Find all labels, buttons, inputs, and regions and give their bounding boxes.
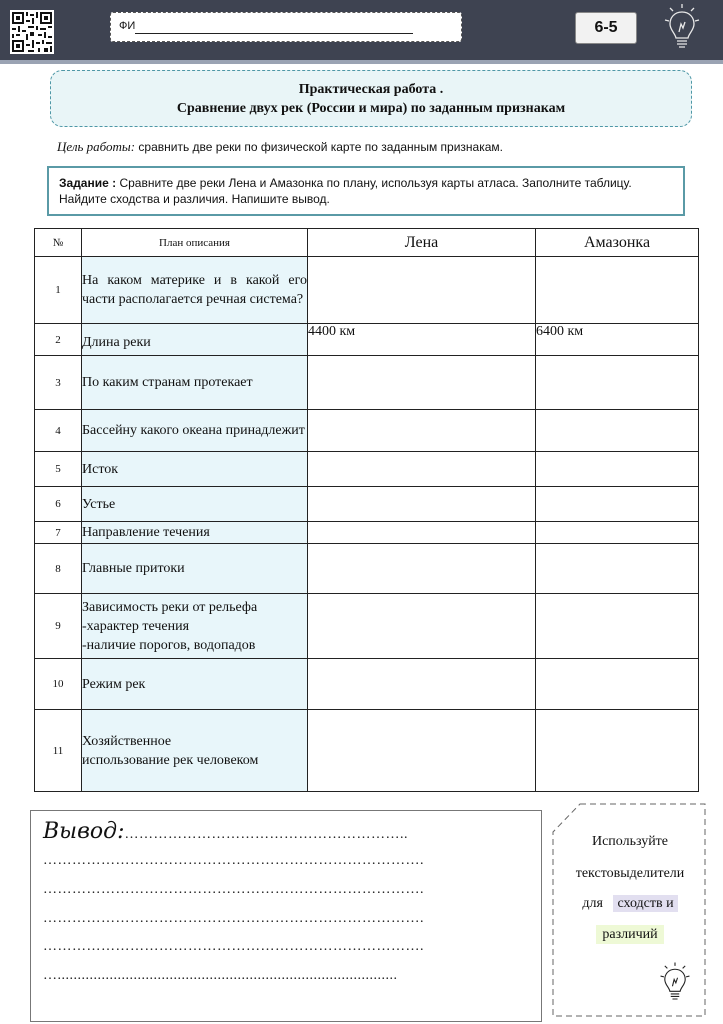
name-label: ФИ <box>119 20 136 32</box>
amazon-cell[interactable] <box>536 257 699 324</box>
table-row <box>35 356 699 410</box>
row-number: 11 <box>35 710 82 792</box>
title-box <box>50 70 692 127</box>
lena-cell[interactable] <box>308 710 536 792</box>
conclusion-label: Вывод: <box>43 819 125 844</box>
row-plan: Главные притоки <box>82 544 308 594</box>
conclusion-line: ……………………………………………………………………. <box>43 911 424 926</box>
row-number: 7 <box>35 522 82 544</box>
row-plan: По каким странам протекает <box>82 356 308 410</box>
amazon-cell[interactable] <box>536 594 699 659</box>
table-row <box>35 487 699 522</box>
amazon-cell[interactable] <box>536 710 699 792</box>
plan-line: -наличие порогов, водопадов <box>82 637 256 653</box>
hint-prefix: для <box>582 896 603 911</box>
row-number: 6 <box>35 487 82 522</box>
lightbulb-icon <box>662 2 702 57</box>
row-plan: Направление течения <box>82 522 308 544</box>
table-row <box>35 257 699 324</box>
row-plan <box>82 594 308 659</box>
table-row <box>35 324 699 356</box>
lena-cell[interactable] <box>308 544 536 594</box>
lena-cell[interactable] <box>308 257 536 324</box>
row-number: 2 <box>35 324 82 356</box>
lena-cell[interactable]: 4400 км <box>308 324 536 356</box>
student-name-field[interactable] <box>110 12 462 42</box>
conclusion-box[interactable] <box>30 810 542 1022</box>
hint-card <box>550 802 710 1020</box>
lena-cell[interactable] <box>308 452 536 487</box>
amazon-cell[interactable] <box>536 544 699 594</box>
table-row <box>35 544 699 594</box>
goal-label: Цель работы: <box>57 139 136 154</box>
conclusion-line: ……………………………………………………………………. <box>43 853 424 868</box>
amazon-cell[interactable] <box>536 452 699 487</box>
plan-line: -характер течения <box>82 618 190 634</box>
row-number: 1 <box>35 257 82 324</box>
row-plan: Режим рек <box>82 659 308 710</box>
lena-cell[interactable] <box>308 659 536 710</box>
plan-line: Зависимость реки от рельефа <box>82 599 258 615</box>
lena-cell[interactable] <box>308 522 536 544</box>
top-bar <box>0 0 723 60</box>
highlight-differences: различий <box>596 925 663 944</box>
table-row <box>35 410 699 452</box>
header-amazon: Амазонка <box>536 229 699 257</box>
qr-code-icon <box>10 10 54 54</box>
top-bar-strip <box>0 60 723 64</box>
table-header-row <box>35 229 699 257</box>
comparison-table <box>34 228 699 792</box>
amazon-cell[interactable] <box>536 522 699 544</box>
amazon-cell[interactable] <box>536 487 699 522</box>
row-number: 8 <box>35 544 82 594</box>
title-line-2: Сравнение двух рек (России и мира) по заданным признакам <box>176 101 566 116</box>
hint-line-1: Используйте <box>591 834 669 849</box>
plan-line: Хозяйственное <box>82 733 172 749</box>
lena-cell[interactable] <box>308 356 536 410</box>
row-number: 4 <box>35 410 82 452</box>
goal <box>57 139 503 155</box>
hint-line-3 <box>550 896 710 912</box>
table-row <box>35 594 699 659</box>
hint-line-4 <box>550 927 710 943</box>
lena-cell[interactable] <box>308 410 536 452</box>
row-plan: Исток <box>82 452 308 487</box>
conclusion-dots: ………………………………………………….. <box>124 827 408 842</box>
conclusion-line: …..................................................................................... <box>43 968 398 983</box>
header-plan: План описания <box>82 229 308 257</box>
header-number: № <box>35 229 82 257</box>
amazon-cell[interactable] <box>536 410 699 452</box>
conclusion-line: ……………………………………………………………………. <box>43 882 424 897</box>
conclusion-line: ……………………………………………………………………. <box>43 939 424 954</box>
task-label: Задание : <box>59 176 117 190</box>
amazon-cell[interactable] <box>536 356 699 410</box>
plan-line: использование рек человеком <box>82 752 259 768</box>
hint-line-2: текстовыделители <box>575 866 685 881</box>
table-row <box>35 522 699 544</box>
task-box <box>47 166 685 216</box>
amazon-cell[interactable] <box>536 659 699 710</box>
table-row <box>35 659 699 710</box>
row-plan <box>82 710 308 792</box>
highlight-similarities: сходств и <box>613 895 677 912</box>
task-text: Сравните две реки Лена и Амазонка по плану, используя карты атласа. Заполните таблицу. Найдите сходства и различия. Напишите вывод. <box>59 176 632 206</box>
lena-cell[interactable] <box>308 594 536 659</box>
amazon-cell[interactable]: 6400 км <box>536 324 699 356</box>
title-line-1: Практическая работа . <box>298 82 444 97</box>
row-plan: Бассейну какого океана принадлежит <box>82 410 308 452</box>
row-number: 3 <box>35 356 82 410</box>
row-plan: Длина реки <box>82 324 308 356</box>
conclusion-first-line <box>43 819 408 844</box>
row-plan: На каком материке и в какой его части располагается речная система? <box>82 257 308 324</box>
header-lena: Лена <box>308 229 536 257</box>
table-row <box>35 452 699 487</box>
row-number: 9 <box>35 594 82 659</box>
lena-cell[interactable] <box>308 487 536 522</box>
row-plan: Устье <box>82 487 308 522</box>
grade-badge: 6-5 <box>575 12 637 44</box>
goal-text: сравнить две реки по физической карте по заданным признакам. <box>138 140 503 154</box>
row-number: 10 <box>35 659 82 710</box>
row-number: 5 <box>35 452 82 487</box>
table-row <box>35 710 699 792</box>
name-underline <box>135 33 413 34</box>
